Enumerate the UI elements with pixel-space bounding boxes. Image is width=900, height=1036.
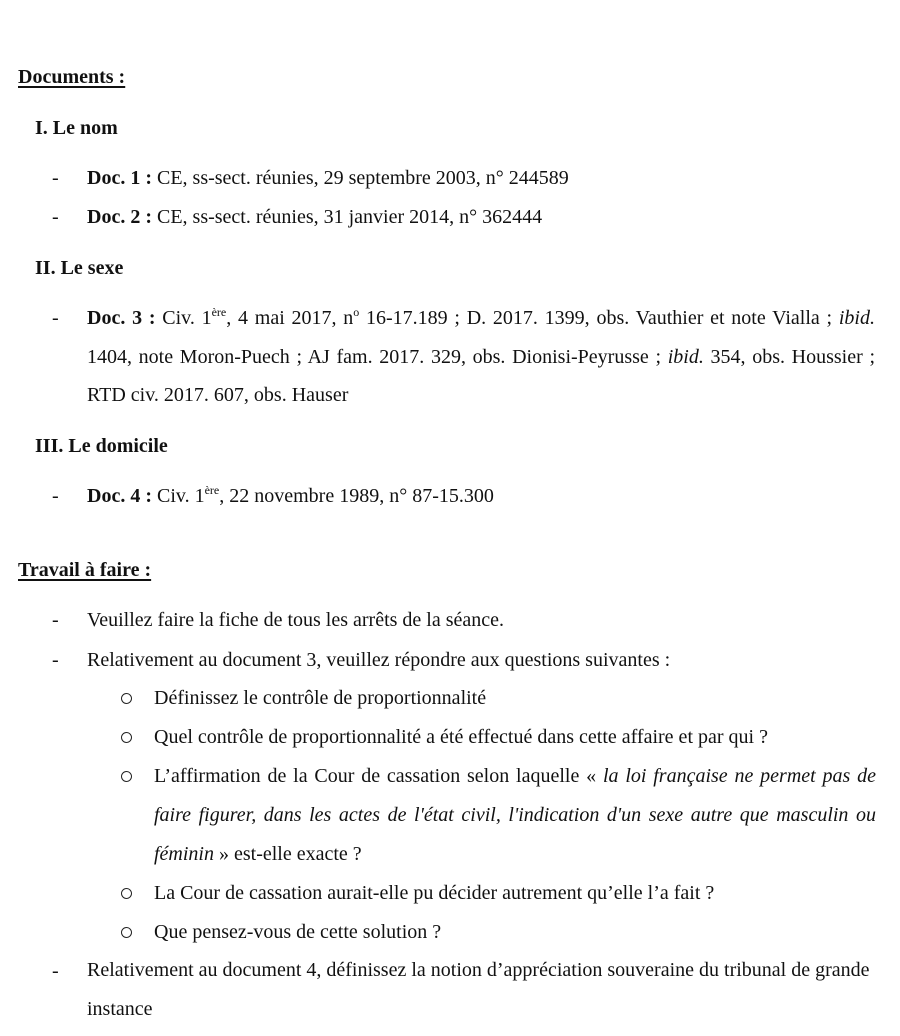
circle-bullet-icon — [121, 771, 132, 782]
list-bullet: - — [52, 609, 59, 631]
task-item-2: Relativement au document 3, veuillez répondre aux questions suivantes : — [87, 649, 671, 671]
question-text: » est-elle exacte ? — [214, 843, 362, 865]
doc-text: Civ. 1 — [155, 307, 212, 329]
superscript: ère — [204, 483, 220, 497]
superscript: o — [353, 305, 360, 319]
doc-4-item — [87, 484, 875, 508]
doc-text: 16-17.189 ; D. 2017. 1399, obs. Vauthier et note Vialla ; — [359, 307, 839, 329]
doc-text: 354, obs. Houssier ; RTD civ. 2017. 607, obs. Hauser — [87, 345, 876, 406]
circle-bullet-icon — [121, 732, 132, 743]
question-item-2: Quel contrôle de proportionnalité a été effectué dans cette affaire et par qui ? — [154, 726, 768, 748]
circle-bullet-icon — [121, 927, 132, 938]
doc-text: , 4 mai 2017, n — [226, 307, 354, 329]
circle-bullet-icon — [121, 693, 132, 704]
question-item-5: Que pensez-vous de cette solution ? — [154, 921, 442, 943]
doc-label: Doc. 1 : — [87, 167, 152, 189]
doc-label: Doc. 3 : — [87, 307, 156, 329]
doc-italic: ibid. — [667, 345, 704, 368]
question-item-3 — [154, 757, 876, 874]
documents-heading: Documents : — [18, 66, 126, 88]
doc-label: Doc. 2 : — [87, 206, 152, 228]
doc-text: CE, ss-sect. réunies, 29 septembre 2003, n° 244589 — [151, 167, 569, 189]
task-item-1: Veuillez faire la fiche de tous les arrêts de la séance. — [87, 609, 505, 631]
doc-3-item — [87, 299, 875, 415]
question-item-4: La Cour de cassation aurait-elle pu décider autrement qu’elle l’a fait ? — [154, 882, 715, 904]
doc-text: Civ. 1 — [151, 485, 205, 507]
section-title-domicile: III. Le domicile — [35, 435, 168, 457]
question-quote: la loi française ne permet pas de faire figurer, dans les actes de l'état civil, l'indication d'un sexe autre que masculin ou féminin — [154, 765, 876, 865]
list-bullet: - — [52, 649, 59, 671]
doc-text: 1404, note Moron-Puech ; AJ fam. 2017. 329, obs. Dionisi-Peyrusse ; — [87, 345, 668, 368]
question-text: L’affirmation de la Cour de cassation selon laquelle « — [154, 765, 603, 787]
list-bullet: - — [52, 307, 59, 329]
list-bullet: - — [52, 960, 59, 982]
superscript: ère — [211, 305, 227, 319]
doc-label: Doc. 4 : — [87, 485, 152, 507]
work-heading: Travail à faire : — [18, 559, 152, 581]
doc-1-item — [87, 166, 875, 190]
doc-2-item — [87, 205, 875, 229]
section-title-nom: I. Le nom — [35, 117, 118, 139]
list-bullet: - — [52, 206, 59, 228]
question-item-1: Définissez le contrôle de proportionnalité — [154, 687, 487, 709]
section-title-sexe: II. Le sexe — [35, 257, 124, 279]
circle-bullet-icon — [121, 888, 132, 899]
doc-text: CE, ss-sect. réunies, 31 janvier 2014, n° 362444 — [151, 206, 543, 228]
list-bullet: - — [52, 167, 59, 189]
doc-italic: ibid. — [838, 307, 875, 329]
task-item-3: Relativement au document 4, définissez la notion d’appréciation souveraine du tribunal de grande instance — [87, 959, 870, 1020]
doc-text: , 22 novembre 1989, n° 87-15.300 — [219, 485, 494, 507]
list-bullet: - — [52, 485, 59, 507]
